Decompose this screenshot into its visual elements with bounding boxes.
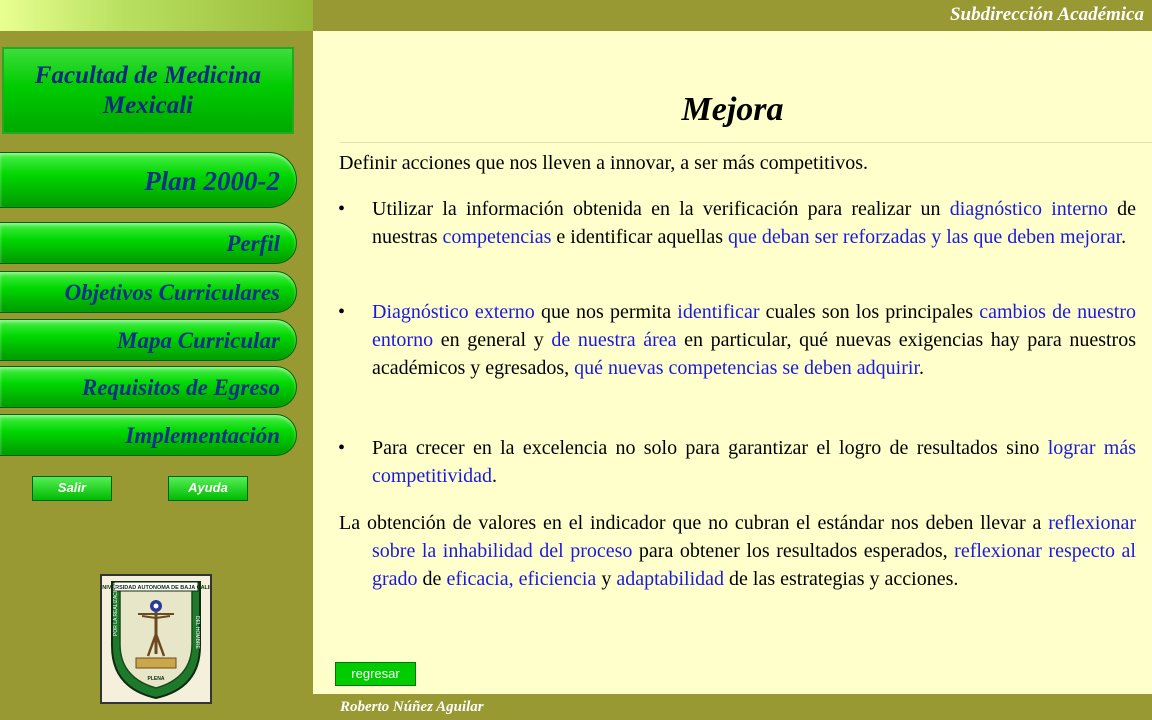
highlight-run: reflexionar sobre la inhabilidad del proceso: [372, 512, 1136, 562]
bullet-1-text: [372, 195, 1136, 251]
highlight-run: diagnóstico interno: [949, 198, 1108, 220]
text-run: La obtención de valores en el indicador que no cubran el estándar nos deben llevar a: [339, 512, 1049, 534]
title-divider: [340, 142, 1152, 143]
svg-text:PLENA: PLENA: [147, 676, 165, 682]
bullet-3-text: [372, 434, 1136, 490]
text-run: Para crecer en la excelencia no solo para garantizar el logro de resultados sino: [372, 437, 1048, 459]
text-run: cuales son los principales: [759, 301, 980, 323]
university-emblem: [100, 574, 212, 704]
text-run: en general y: [433, 329, 552, 351]
intro-paragraph: Definir acciones que nos lleven a innovar, a ser más competitivos.: [339, 152, 869, 174]
header-title: Subdirección Académica: [949, 4, 1144, 25]
top-bar-gradient: [0, 0, 313, 31]
nav-plan-button[interactable]: Plan 2000-2: [0, 152, 297, 208]
text-run: y: [596, 568, 617, 590]
svg-text:POR LA REALIZACION: POR LA REALIZACION: [113, 583, 119, 636]
nav-objetivos-button[interactable]: Objetivos Curriculares: [0, 271, 297, 313]
highlight-run: reflexionar respecto al grado: [372, 540, 1136, 590]
svg-text:UNIVERSIDAD AUTONOMA DE BAJA C: UNIVERSIDAD AUTONOMA DE BAJA CALIF.: [102, 585, 210, 591]
nav-implementacion-button[interactable]: Implementación: [0, 414, 297, 456]
text-run: Utilizar la información obtenida en la verificación para realizar un: [372, 198, 950, 220]
faculty-campus: Mexicali: [102, 92, 194, 119]
highlight-run: competencias: [442, 226, 552, 248]
text-run: .: [1121, 226, 1127, 248]
highlight-run: qué nuevas competencias se deben adquirir: [574, 357, 920, 379]
bullet-2-symbol: •: [338, 301, 346, 323]
faculty-name: Facultad de Medicina: [34, 62, 262, 89]
text-run: e identificar aquellas: [551, 226, 728, 248]
svg-text:DEL HOMBRE: DEL HOMBRE: [194, 616, 200, 649]
highlight-run: lograr más competitividad: [372, 437, 1136, 487]
emblem-shield-icon: [102, 576, 210, 702]
highlight-run: que deban ser reforzadas y las que deben mejorar: [727, 226, 1122, 248]
bullet-3-symbol: •: [338, 437, 346, 459]
highlight-run: cambios de nuestro entorno: [372, 301, 1137, 351]
top-bar: [313, 0, 1152, 31]
help-button[interactable]: Ayuda: [168, 476, 248, 501]
highlight-run: de nuestra área: [551, 329, 677, 351]
highlight-run: eficacia, eficiencia: [446, 568, 597, 590]
text-run: de nuestras: [372, 198, 1136, 248]
text-run: .: [919, 357, 925, 379]
text-run: .: [491, 465, 497, 487]
highlight-run: Diagnóstico externo: [372, 301, 535, 323]
closing-paragraph: [339, 509, 1136, 593]
exit-button[interactable]: Salir: [32, 476, 112, 501]
nav-perfil-button[interactable]: Perfil: [0, 222, 297, 264]
text-run: en particular, qué nuevas exigencias hay para nuestros académicos y egresados,: [372, 329, 1137, 379]
faculty-logo-box: [2, 47, 294, 134]
nav-requisitos-button[interactable]: Requisitos de Egreso: [0, 366, 297, 408]
highlight-run: adaptabilidad: [616, 568, 725, 590]
highlight-run: identificar: [677, 301, 760, 323]
text-run: para obtener los resultados esperados,: [632, 540, 955, 562]
bullet-2-text: [372, 298, 1136, 382]
back-button[interactable]: regresar: [335, 662, 416, 686]
text-run: de las estrategias y acciones.: [724, 568, 959, 590]
text-run: de: [417, 568, 447, 590]
nav-mapa-button[interactable]: Mapa Curricular: [0, 319, 297, 361]
footer-author: Roberto Núñez Aguilar: [340, 699, 484, 715]
page-title: Mejora: [681, 91, 784, 128]
text-run: que nos permita: [534, 301, 678, 323]
bullet-1-symbol: •: [338, 198, 346, 220]
